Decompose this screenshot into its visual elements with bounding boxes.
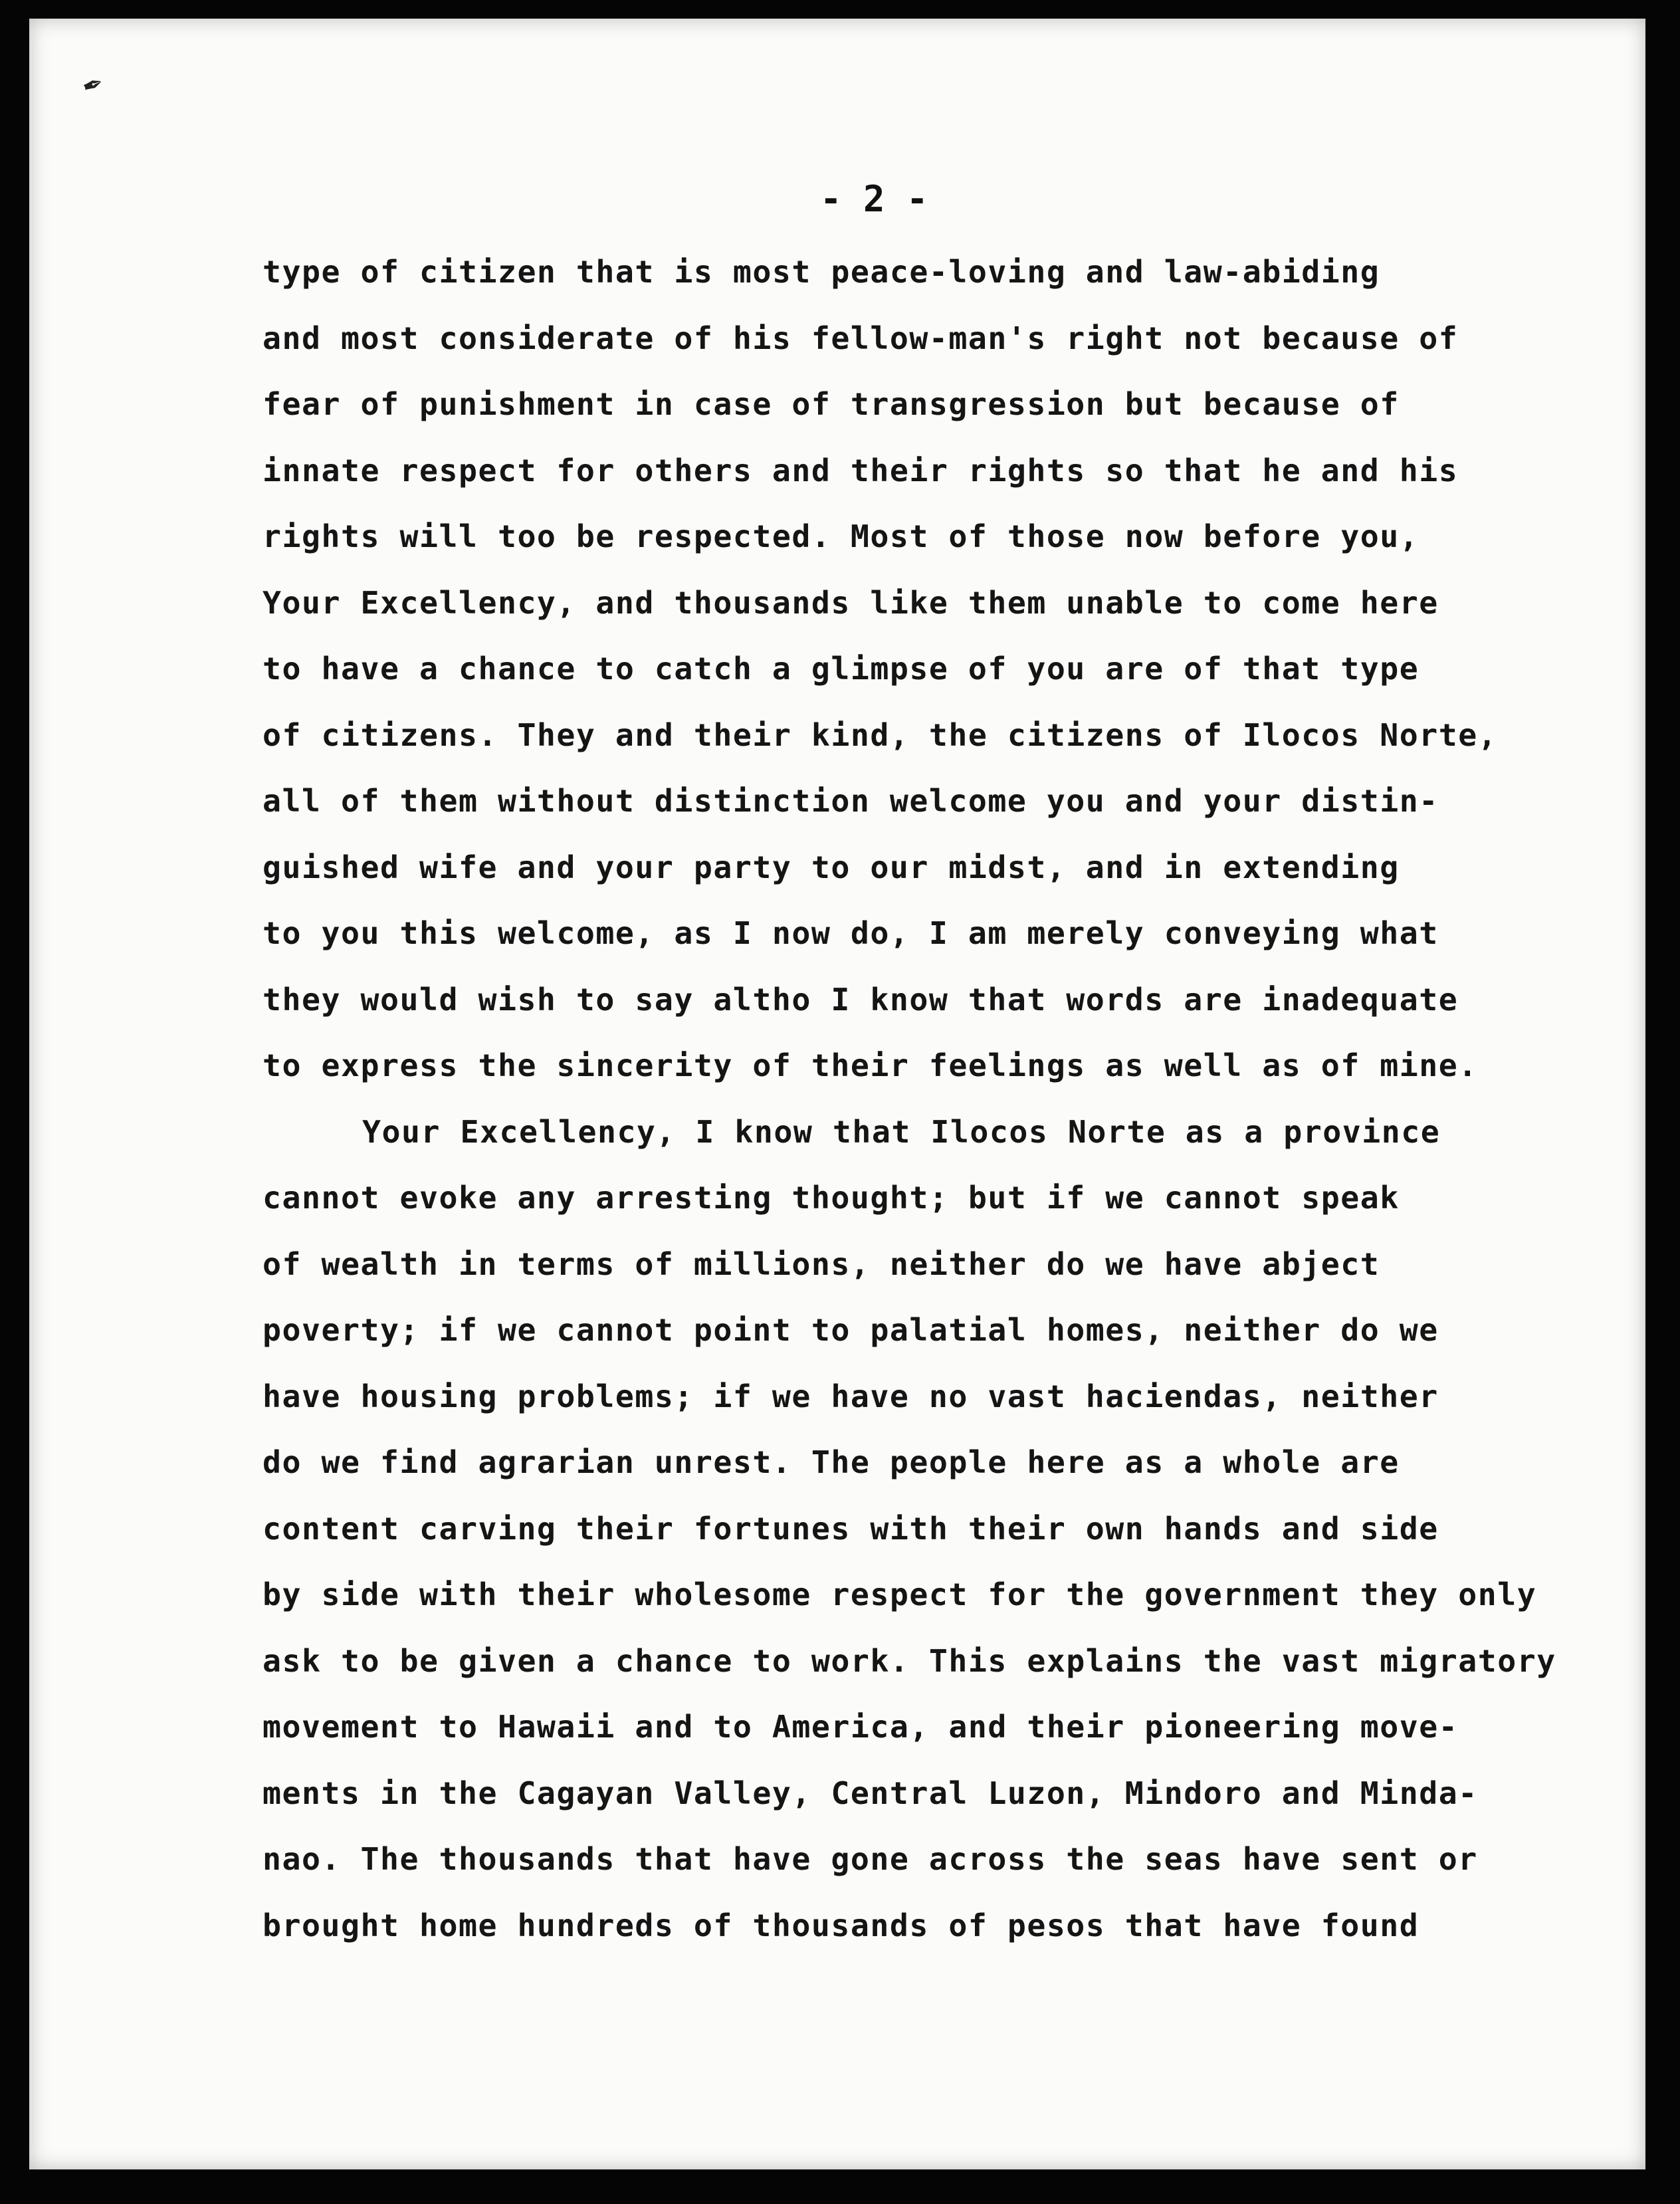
text-line: Your Excellency, and thousands like them unable to come here xyxy=(262,584,1439,621)
text-line: rights will too be respected. Most of those now before you, xyxy=(262,518,1419,554)
text-line: to have a chance to catch a glimpse of you are of that type xyxy=(262,651,1419,687)
text-line: poverty; if we cannot point to palatial homes, neither do we xyxy=(262,1312,1439,1348)
page-number: - 2 - xyxy=(820,178,928,220)
text-line: to you this welcome, as I now do, I am merely conveying what xyxy=(262,915,1439,951)
text-line: and most considerate of his fellow-man's right not because of xyxy=(262,320,1459,356)
text-line: brought home hundreds of thousands of pesos that have found xyxy=(262,1907,1419,1943)
text-line: do we find agrarian unrest. The people here as a whole are xyxy=(262,1444,1400,1480)
text-line: to express the sincerity of their feelings as well as of mine. xyxy=(262,1047,1478,1083)
text-line: have housing problems; if we have no vast haciendas, neither xyxy=(262,1378,1439,1414)
paragraph-1 xyxy=(262,239,1625,1099)
text-line: Your Excellency, I know that Ilocos Norte as a province xyxy=(362,1113,1441,1150)
text-line: of wealth in terms of millions, neither do we have abject xyxy=(262,1246,1380,1282)
document-body xyxy=(262,239,1625,1959)
text-line: guished wife and your party to our midst, and in extending xyxy=(262,849,1400,885)
text-line: ask to be given a chance to work. This explains the vast migratory xyxy=(262,1642,1556,1679)
text-line: ments in the Cagayan Valley, Central Luzon, Mindoro and Minda- xyxy=(262,1775,1478,1811)
text-line: all of them without distinction welcome you and your distin- xyxy=(262,783,1439,819)
pen-mark-icon: ✒ xyxy=(78,67,108,103)
text-line: nao. The thousands that have gone across the seas have sent or xyxy=(262,1841,1478,1877)
text-line: cannot evoke any arresting thought; but if we cannot speak xyxy=(262,1180,1400,1216)
text-line: content carving their fortunes with their own hands and side xyxy=(262,1510,1439,1547)
text-line: they would wish to say altho I know that words are inadequate xyxy=(262,981,1459,1018)
paragraph-2 xyxy=(262,1099,1625,1959)
text-line: by side with their wholesome respect for the government they only xyxy=(262,1577,1537,1612)
text-line: fear of punishment in case of transgression but because of xyxy=(262,386,1400,422)
text-line: innate respect for others and their rights so that he and his xyxy=(262,452,1459,489)
text-line: type of citizen that is most peace-loving and law-abiding xyxy=(262,254,1380,290)
text-line: movement to Hawaii and to America, and their pioneering move- xyxy=(262,1709,1459,1745)
text-line: of citizens. They and their kind, the citizens of Ilocos Norte, xyxy=(262,716,1498,753)
